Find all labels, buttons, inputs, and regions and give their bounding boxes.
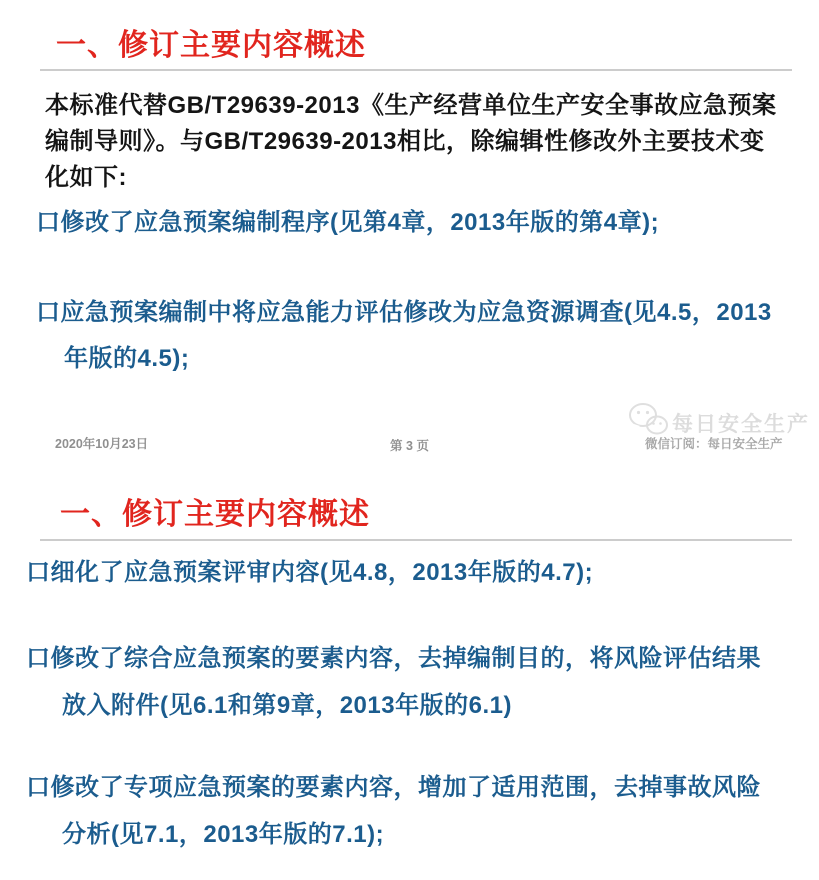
slide1-bullet-1: 口修改了应急预案编制程序(见第4章，2013年版的第4章); bbox=[36, 209, 660, 236]
slide1-intro-line-2: 编制导则》。与GB/T29639-2013相比，除编辑性修改外主要技术变 bbox=[45, 128, 765, 155]
slide2-title: 一、修订主要内容概述 bbox=[60, 498, 370, 531]
slide1-title: 一、修订主要内容概述 bbox=[56, 29, 366, 62]
watermark-title: 每日安全生产 bbox=[672, 413, 810, 436]
slide1-bullet-2-line-2: 年版的4.5); bbox=[64, 345, 190, 372]
slide1-page-number: 第 3 页 bbox=[390, 439, 429, 453]
slide1-title-underline bbox=[40, 69, 792, 71]
slide2-bullet-3-line-2: 分析(见7.1，2013年版的7.1); bbox=[62, 821, 385, 848]
slide1-intro-line-3: 化如下: bbox=[45, 164, 127, 191]
slide2-bullet-1: 口细化了应急预案评审内容(见4.8，2013年版的4.7); bbox=[26, 559, 594, 586]
slide2-bullet-2-line-1: 口修改了综合应急预案的要素内容，去掉编制目的，将风险评估结果 bbox=[26, 645, 761, 672]
slide2-bullet-2-line-2: 放入附件(见6.1和第9章，2013年版的6.1) bbox=[62, 692, 512, 719]
slide1-footer-date: 2020年10月23日 bbox=[55, 437, 149, 451]
slide1-bullet-2-line-1: 口应急预案编制中将应急能力评估修改为应急资源调查(见4.5，2013 bbox=[36, 299, 772, 326]
watermark-subtitle: 微信订阅：每日安全生产 bbox=[645, 437, 783, 451]
slide2-bullet-3-line-1: 口修改了专项应急预案的要素内容，增加了适用范围，去掉事故风险 bbox=[26, 774, 761, 801]
slide1-intro-line-1: 本标准代替GB/T29639-2013《生产经营单位生产安全事故应急预案 bbox=[45, 92, 777, 119]
slide2-title-underline bbox=[40, 539, 792, 541]
